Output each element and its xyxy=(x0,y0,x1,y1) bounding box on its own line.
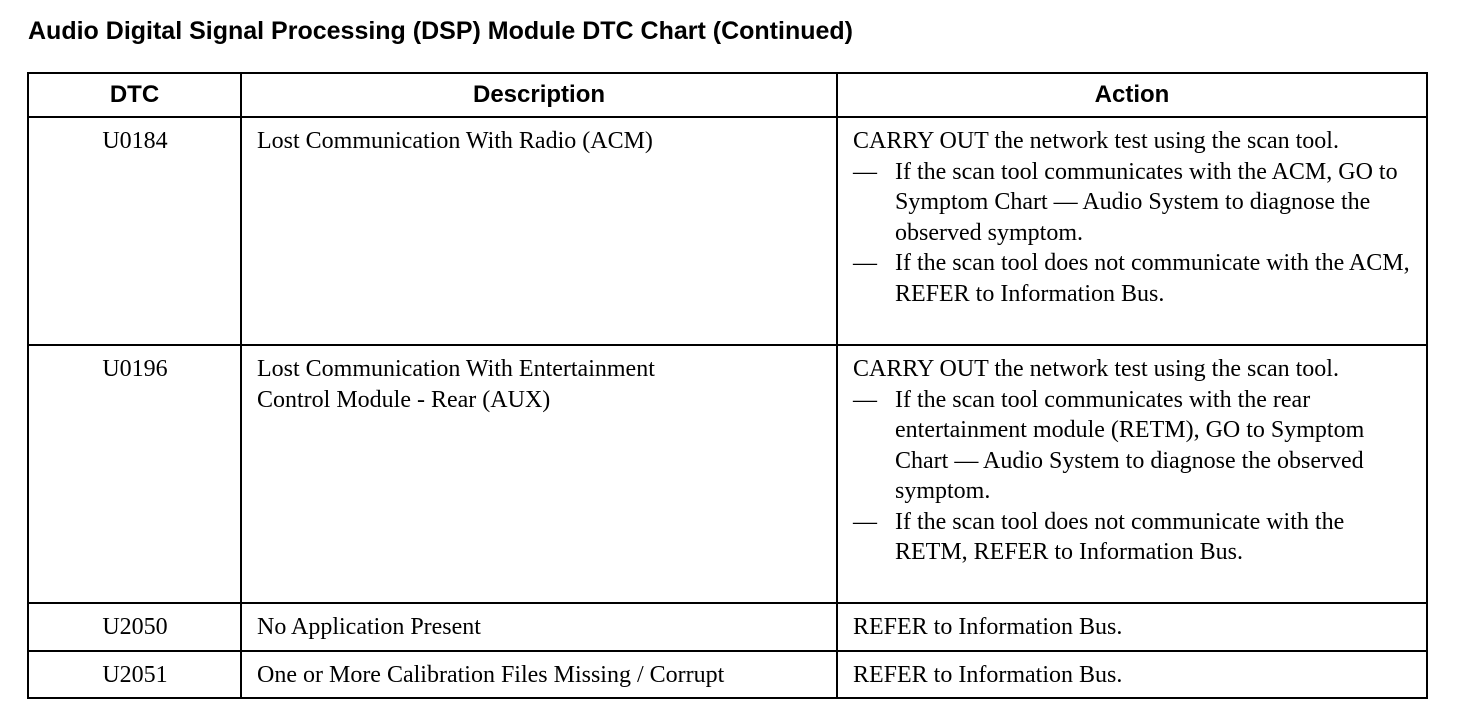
description-line: Lost Communication With Radio (ACM) xyxy=(257,128,653,154)
dtc-code: U2051 xyxy=(28,651,241,699)
description-line: No Application Present xyxy=(257,614,481,640)
dtc-action xyxy=(837,651,1427,699)
dtc-code: U0196 xyxy=(28,345,241,603)
action-bullet xyxy=(853,157,1412,249)
table-header-row xyxy=(28,73,1427,117)
dash-marker: — xyxy=(853,158,877,185)
description-line: Control Module - Rear (AUX) xyxy=(257,386,551,413)
column-header-action: Action xyxy=(837,73,1427,117)
dtc-description xyxy=(241,651,837,699)
action-main-text: CARRY OUT the network test using the scan tool. xyxy=(853,128,1339,154)
dash-marker: — xyxy=(853,250,877,276)
dtc-description xyxy=(241,603,837,651)
description-line: Lost Communication With Entertainment xyxy=(257,356,655,382)
column-header-dtc: DTC xyxy=(28,73,241,117)
dtc-code: U0184 xyxy=(28,117,241,345)
dtc-chart-table xyxy=(27,72,1428,699)
action-bullet-text: If the scan tool does not communicate with the ACM, REFER to Information Bus. xyxy=(895,250,1410,307)
dash-marker: — xyxy=(853,508,877,535)
dtc-action xyxy=(837,117,1427,345)
column-header-description: Description xyxy=(241,73,837,117)
action-bullet xyxy=(853,507,1412,568)
page-title: Audio Digital Signal Processing (DSP) Module DTC Chart (Continued) xyxy=(28,17,853,45)
action-main-text: CARRY OUT the network test using the scan tool. xyxy=(853,356,1339,382)
table-row xyxy=(28,345,1427,603)
action-bullet-text: If the scan tool communicates with the rear entertainment module (RETM), GO to Symptom Chart — Audio System to diagnose the observed symptom. xyxy=(895,386,1365,504)
action-bullet xyxy=(853,248,1412,309)
action-main-text: REFER to Information Bus. xyxy=(853,661,1123,688)
dtc-code: U2050 xyxy=(28,603,241,651)
dtc-action xyxy=(837,345,1427,603)
action-bullet xyxy=(853,385,1412,507)
action-bullet-text: If the scan tool communicates with the ACM, GO to Symptom Chart — Audio System to diagnose the observed symptom. xyxy=(895,158,1398,246)
description-line: One or More Calibration Files Missing / Corrupt xyxy=(257,661,725,688)
action-bullet-text: If the scan tool does not communicate with the RETM, REFER to Information Bus. xyxy=(895,508,1345,565)
dtc-description xyxy=(241,345,837,603)
table-row xyxy=(28,117,1427,345)
dtc-description xyxy=(241,117,837,345)
action-main-text: REFER to Information Bus. xyxy=(853,614,1123,640)
dtc-action xyxy=(837,603,1427,651)
dash-marker: — xyxy=(853,386,877,413)
table-row xyxy=(28,603,1427,651)
table-row xyxy=(28,651,1427,699)
